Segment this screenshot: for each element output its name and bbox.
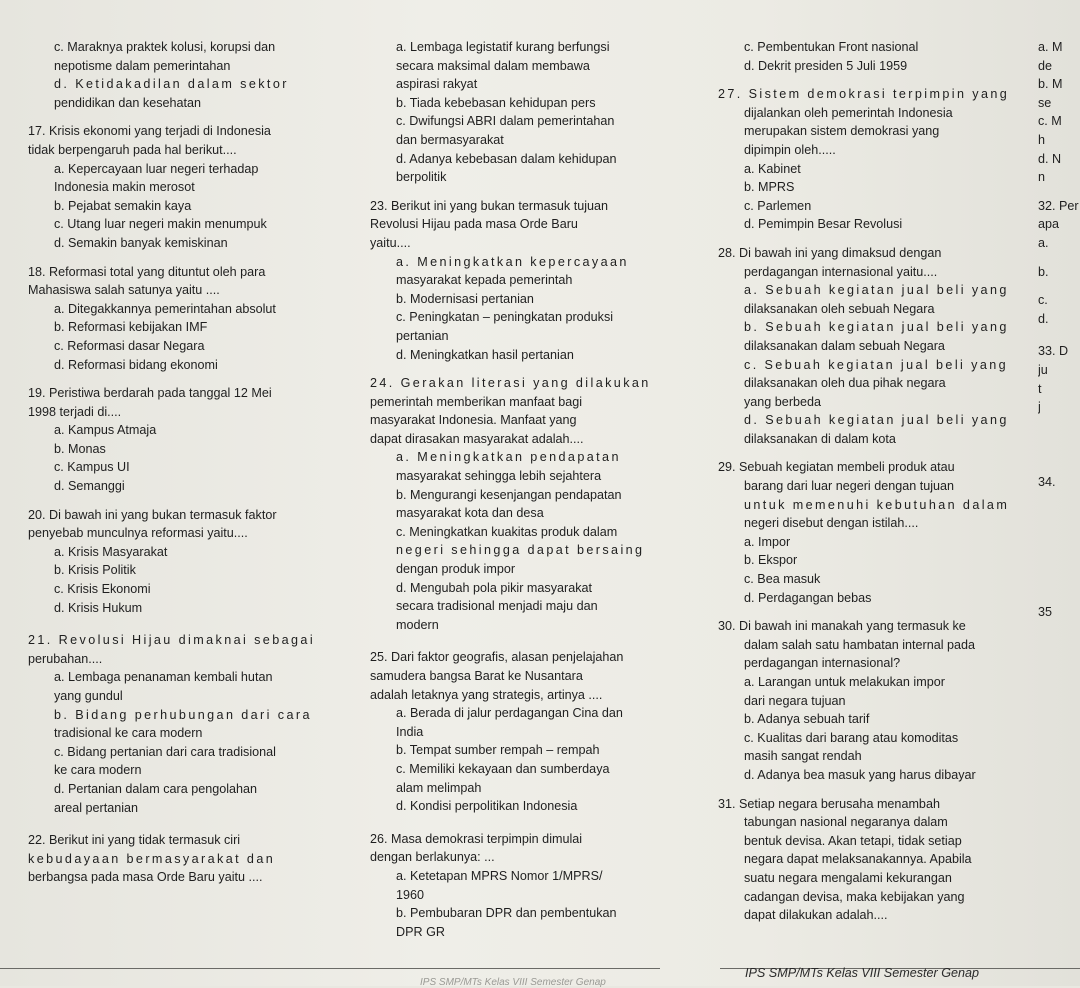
- option-line: c. Memiliki kekayaan dan sumberdaya: [396, 761, 610, 776]
- option-line: b. Ekspor: [744, 553, 798, 568]
- question-line: 30. Di bawah ini manakah yang termasuk ke: [718, 619, 966, 634]
- option-line: c. Reformasi dasar Negara: [54, 338, 205, 353]
- option-line: a. Kabinet: [744, 161, 801, 176]
- option-line: d. Dekrit presiden 5 Juli 1959: [744, 58, 908, 73]
- option-line: tabungan nasional negaranya dalam: [744, 815, 948, 830]
- question-line: se: [1038, 95, 1052, 110]
- option-line: c. Sebuah kegiatan jual beli yang: [744, 357, 1009, 372]
- option-line: aspirasi rakyat: [396, 77, 478, 92]
- footer-faded-text: IPS SMP/MTs Kelas VIII Semester Genap: [420, 977, 606, 988]
- question-line: tidak berpengaruh pada hal berikut....: [28, 142, 237, 157]
- spacer: [1038, 431, 1080, 445]
- option-line: c. Kampus UI: [54, 460, 130, 475]
- question-line: 32. Per: [1038, 198, 1079, 213]
- option-line: merupakan sistem demokrasi yang: [744, 124, 940, 139]
- option-line: d. Ketidakadilan dalam sektor: [54, 77, 289, 92]
- option-line: dapat dilakukan adalah....: [744, 908, 888, 923]
- question-line: perubahan....: [28, 651, 103, 666]
- option-line: b. Reformasi kebijakan IMF: [54, 320, 208, 335]
- option-line: c. Pembentukan Front nasional: [744, 40, 919, 54]
- option-line: d. Pemimpin Besar Revolusi: [744, 217, 903, 232]
- column-3: [718, 38, 1038, 925]
- option-line: negeri sehingga dapat bersaing: [396, 543, 645, 558]
- spacer: [1038, 445, 1080, 459]
- spacer: [28, 817, 348, 831]
- question-line: 21. Revolusi Hijau dimaknai sebagai: [28, 633, 316, 648]
- question-line: dengan berlakunya: ...: [370, 850, 495, 865]
- spacer: [1038, 328, 1080, 342]
- question-line: Mahasiswa salah satunya yaitu ....: [28, 283, 220, 298]
- option-line: b. Adanya sebuah tarif: [744, 712, 870, 727]
- question-line: yaitu....: [370, 235, 411, 250]
- footer-text: IPS SMP/MTs Kelas VIII Semester Genap: [745, 966, 980, 980]
- option-line: d. Mengubah pola pikir masyarakat: [396, 580, 593, 595]
- spacer: [28, 253, 348, 263]
- column-1: [28, 38, 348, 887]
- option-line: b. Pembubaran DPR dan pembentukan: [396, 906, 617, 921]
- option-line: alam melimpah: [396, 780, 482, 795]
- option-line: dilaksanakan oleh sebuah Negara: [744, 301, 935, 316]
- option-line: b. Krisis Politik: [54, 563, 136, 578]
- option-line: c. Peningkatan – peningkatan produksi: [396, 310, 614, 325]
- option-line: pendidikan dan kesehatan: [54, 95, 202, 110]
- option-line: a. Meningkatkan kepercayaan: [396, 254, 629, 269]
- question-line: d. N: [1038, 151, 1062, 166]
- option-line: d. Adanya kebebasan dalam kehidupan: [396, 151, 617, 166]
- question-line: 28. Di bawah ini yang dimaksud dengan: [718, 245, 942, 260]
- option-line: b. Sebuah kegiatan jual beli yang: [744, 320, 1009, 335]
- question-line: 31. Setiap negara berusaha menambah: [718, 796, 940, 811]
- question-line: 18. Reformasi total yang dituntut oleh para: [28, 264, 266, 279]
- spacer: [370, 364, 680, 374]
- question-line: t: [1038, 381, 1042, 396]
- question-line: 22. Berikut ini yang tidak termasuk ciri: [28, 833, 241, 848]
- option-line: a. Kepercayaan luar negeri terhadap: [54, 161, 259, 176]
- spacer: [28, 112, 348, 122]
- option-line: c. Parlemen: [744, 198, 812, 213]
- footer-rule-left: [0, 968, 660, 969]
- option-line: yang berbeda: [744, 394, 822, 409]
- spacer: [1038, 491, 1080, 505]
- option-line: a. Larangan untuk melakukan impor: [744, 675, 945, 689]
- spacer: [1038, 575, 1080, 589]
- option-line: suatu negara mengalami kekurangan: [744, 870, 952, 885]
- option-line: a. Impor: [744, 534, 791, 549]
- option-line: b. Bidang perhubungan dari cara: [54, 707, 312, 722]
- option-line: c. Maraknya praktek kolusi, korupsi dan: [54, 40, 276, 54]
- question-line: b. M: [1038, 77, 1063, 92]
- option-line: d. Semanggi: [54, 479, 125, 494]
- option-line: a. Kampus Atmaja: [54, 423, 157, 438]
- question-line: 25. Dari faktor geografis, alasan penjelajahan: [370, 650, 624, 665]
- question-line: a. M: [1038, 40, 1063, 54]
- spacer: [718, 607, 1038, 617]
- question-line: d.: [1038, 311, 1049, 326]
- option-line: cadangan devisa, maka kebijakan yang: [744, 889, 965, 904]
- question-line: 26. Masa demokrasi terpimpin dimulai: [370, 831, 583, 846]
- question-line: 33. D: [1038, 344, 1069, 359]
- option-line: c. Bea masuk: [744, 572, 821, 587]
- question-line: b.: [1038, 264, 1049, 279]
- option-line: b. Pejabat semakin kaya: [54, 198, 192, 213]
- option-line: b. Monas: [54, 441, 106, 456]
- option-line: DPR GR: [396, 924, 445, 939]
- question-line: berbangsa pada masa Orde Baru yaitu ....: [28, 870, 263, 885]
- option-line: a. Meningkatkan pendapatan: [396, 450, 621, 465]
- question-line: 20. Di bawah ini yang bukan termasuk faktor: [28, 507, 277, 522]
- spacer: [1038, 281, 1080, 291]
- question-line: h: [1038, 132, 1046, 147]
- option-line: ke cara modern: [54, 763, 142, 778]
- option-line: a. Ketetapan MPRS Nomor 1/MPRS/: [396, 868, 603, 883]
- option-line: c. Krisis Ekonomi: [54, 582, 151, 597]
- option-line: d. Semakin banyak kemiskinan: [54, 235, 228, 250]
- option-line: d. Sebuah kegiatan jual beli yang: [744, 413, 1009, 428]
- option-line: negara dapat melaksanakannya. Apabila: [744, 852, 972, 867]
- option-line: dari negara tujuan: [744, 693, 846, 708]
- option-line: d. Meningkatkan hasil pertanian: [396, 347, 574, 362]
- question-line: kebudayaan bermasyarakat dan: [28, 851, 276, 866]
- option-line: pertanian: [396, 328, 449, 343]
- question-line: Revolusi Hijau pada masa Orde Baru: [370, 217, 578, 232]
- question-line: de: [1038, 58, 1053, 73]
- question-line: 27. Sistem demokrasi terpimpin yang: [718, 87, 1010, 102]
- option-line: c. Utang luar negeri makin menumpuk: [54, 217, 267, 232]
- option-line: masyarakat sehingga lebih sejahtera: [396, 469, 602, 484]
- option-line: dilaksanakan oleh dua pihak negara: [744, 376, 946, 391]
- option-line: tradisional ke cara modern: [54, 726, 203, 741]
- option-line: c. Meningkatkan kuakitas produk dalam: [396, 524, 618, 539]
- question-line: pemerintah memberikan manfaat bagi: [370, 394, 583, 409]
- option-line: b. Tempat sumber rempah – rempah: [396, 743, 600, 758]
- spacer: [1038, 187, 1080, 197]
- option-line: b. Tiada kebebasan kehidupan pers: [396, 95, 596, 110]
- option-line: d. Pertanian dalam cara pengolahan: [54, 781, 258, 796]
- spacer: [28, 374, 348, 384]
- option-line: secara maksimal dalam membawa: [396, 58, 590, 73]
- option-line: dijalankan oleh pemerintah Indonesia: [744, 105, 953, 120]
- option-line: Indonesia makin merosot: [54, 180, 195, 195]
- question-line: 1998 terjadi di....: [28, 404, 122, 419]
- option-line: secara tradisional menjadi maju dan: [396, 599, 598, 614]
- question-line: c. M: [1038, 114, 1062, 129]
- option-line: d. Reformasi bidang ekonomi: [54, 357, 218, 372]
- spacer: [370, 187, 680, 197]
- option-line: dipimpin oleh.....: [744, 142, 836, 157]
- question-line: 34.: [1038, 474, 1056, 489]
- option-line: d. Krisis Hukum: [54, 600, 143, 615]
- spacer: [718, 234, 1038, 244]
- question-line: penyebab munculnya reformasi yaitu....: [28, 526, 248, 541]
- option-line: perdagangan internasional yaitu....: [744, 264, 938, 279]
- option-line: masyarakat kota dan desa: [396, 506, 544, 521]
- option-line: d. Perdagangan bebas: [744, 590, 872, 605]
- option-line: a. Berada di jalur perdagangan Cina dan: [396, 706, 623, 721]
- question-line: 19. Peristiwa berdarah pada tanggal 12 Mei: [28, 386, 272, 401]
- spacer: [28, 617, 348, 631]
- question-line: 24. Gerakan literasi yang dilakukan: [370, 376, 651, 391]
- spacer: [718, 75, 1038, 85]
- spacer: [1038, 417, 1080, 431]
- column-4-partial: [1038, 38, 1080, 622]
- question-line: 29. Sebuah kegiatan membeli produk atau: [718, 460, 955, 475]
- option-line: dalam salah satu hambatan internal pada: [744, 637, 976, 652]
- option-line: barang dari luar negeri dengan tujuan: [744, 479, 955, 494]
- spacer: [718, 785, 1038, 795]
- spacer: [1038, 589, 1080, 603]
- question-line: dapat dirasakan masyarakat adalah....: [370, 431, 584, 446]
- option-line: India: [396, 724, 424, 739]
- question-line: j: [1038, 400, 1041, 415]
- spacer: [1038, 253, 1080, 263]
- spacer: [1038, 459, 1080, 473]
- option-line: a. Ditegakkannya pemerintahan absolut: [54, 301, 276, 316]
- option-line: b. Modernisasi pertanian: [396, 291, 534, 306]
- column-2: [370, 38, 680, 941]
- option-line: d. Adanya bea masuk yang harus dibayar: [744, 767, 976, 782]
- option-line: bentuk devisa. Akan tetapi, tidak setiap: [744, 833, 962, 848]
- option-line: perdagangan internasional?: [744, 656, 901, 671]
- option-line: a. Sebuah kegiatan jual beli yang: [744, 283, 1009, 298]
- spacer: [1038, 505, 1080, 519]
- option-line: masyarakat kepada pemerintah: [396, 273, 573, 288]
- question-line: c.: [1038, 293, 1048, 308]
- question-line: 23. Berikut ini yang bukan termasuk tujuan: [370, 198, 609, 213]
- option-line: a. Krisis Masyarakat: [54, 544, 168, 559]
- option-line: dilaksanakan dalam sebuah Negara: [744, 338, 945, 353]
- option-line: b. MPRS: [744, 180, 795, 195]
- option-line: c. Kualitas dari barang atau komoditas: [744, 730, 959, 745]
- option-line: dengan produk impor: [396, 562, 516, 577]
- question-line: a.: [1038, 235, 1049, 250]
- spacer: [28, 496, 348, 506]
- option-line: b. Mengurangi kesenjangan pendapatan: [396, 487, 622, 502]
- question-line: masyarakat Indonesia. Manfaat yang: [370, 413, 577, 428]
- option-line: nepotisme dalam pemerintahan: [54, 58, 231, 73]
- option-line: d. Kondisi perpolitikan Indonesia: [396, 799, 578, 814]
- spacer: [718, 448, 1038, 458]
- question-line: ju: [1038, 362, 1048, 377]
- spacer: [1038, 547, 1080, 561]
- option-line: areal pertanian: [54, 800, 139, 815]
- option-line: berpolitik: [396, 170, 447, 185]
- option-line: a. Lembaga legistatif kurang berfungsi: [396, 40, 610, 54]
- question-line: 35: [1038, 605, 1053, 620]
- option-line: masih sangat rendah: [744, 749, 862, 764]
- option-line: 1960: [396, 887, 425, 902]
- option-line: dan bermasyarakat: [396, 132, 504, 147]
- spacer: [1038, 519, 1080, 533]
- spacer: [1038, 561, 1080, 575]
- option-line: negeri disebut dengan istilah....: [744, 516, 919, 531]
- question-line: 17. Krisis ekonomi yang terjadi di Indonesia: [28, 124, 271, 139]
- question-line: apa: [1038, 217, 1060, 232]
- spacer: [370, 816, 680, 830]
- option-line: c. Dwifungsi ABRI dalam pemerintahan: [396, 114, 615, 129]
- option-line: a. Lembaga penanaman kembali hutan: [54, 670, 273, 685]
- option-line: yang gundul: [54, 689, 123, 703]
- spacer: [1038, 533, 1080, 547]
- option-line: c. Bidang pertanian dari cara tradisional: [54, 744, 276, 759]
- spacer: [370, 634, 680, 648]
- question-line: samudera bangsa Barat ke Nusantara: [370, 669, 583, 683]
- question-line: n: [1038, 170, 1046, 185]
- question-line: adalah letaknya yang strategis, artinya ....: [370, 687, 603, 702]
- option-line: untuk memenuhi kebutuhan dalam: [744, 497, 1010, 512]
- option-line: dilaksanakan di dalam kota: [744, 431, 896, 446]
- option-line: modern: [396, 617, 439, 632]
